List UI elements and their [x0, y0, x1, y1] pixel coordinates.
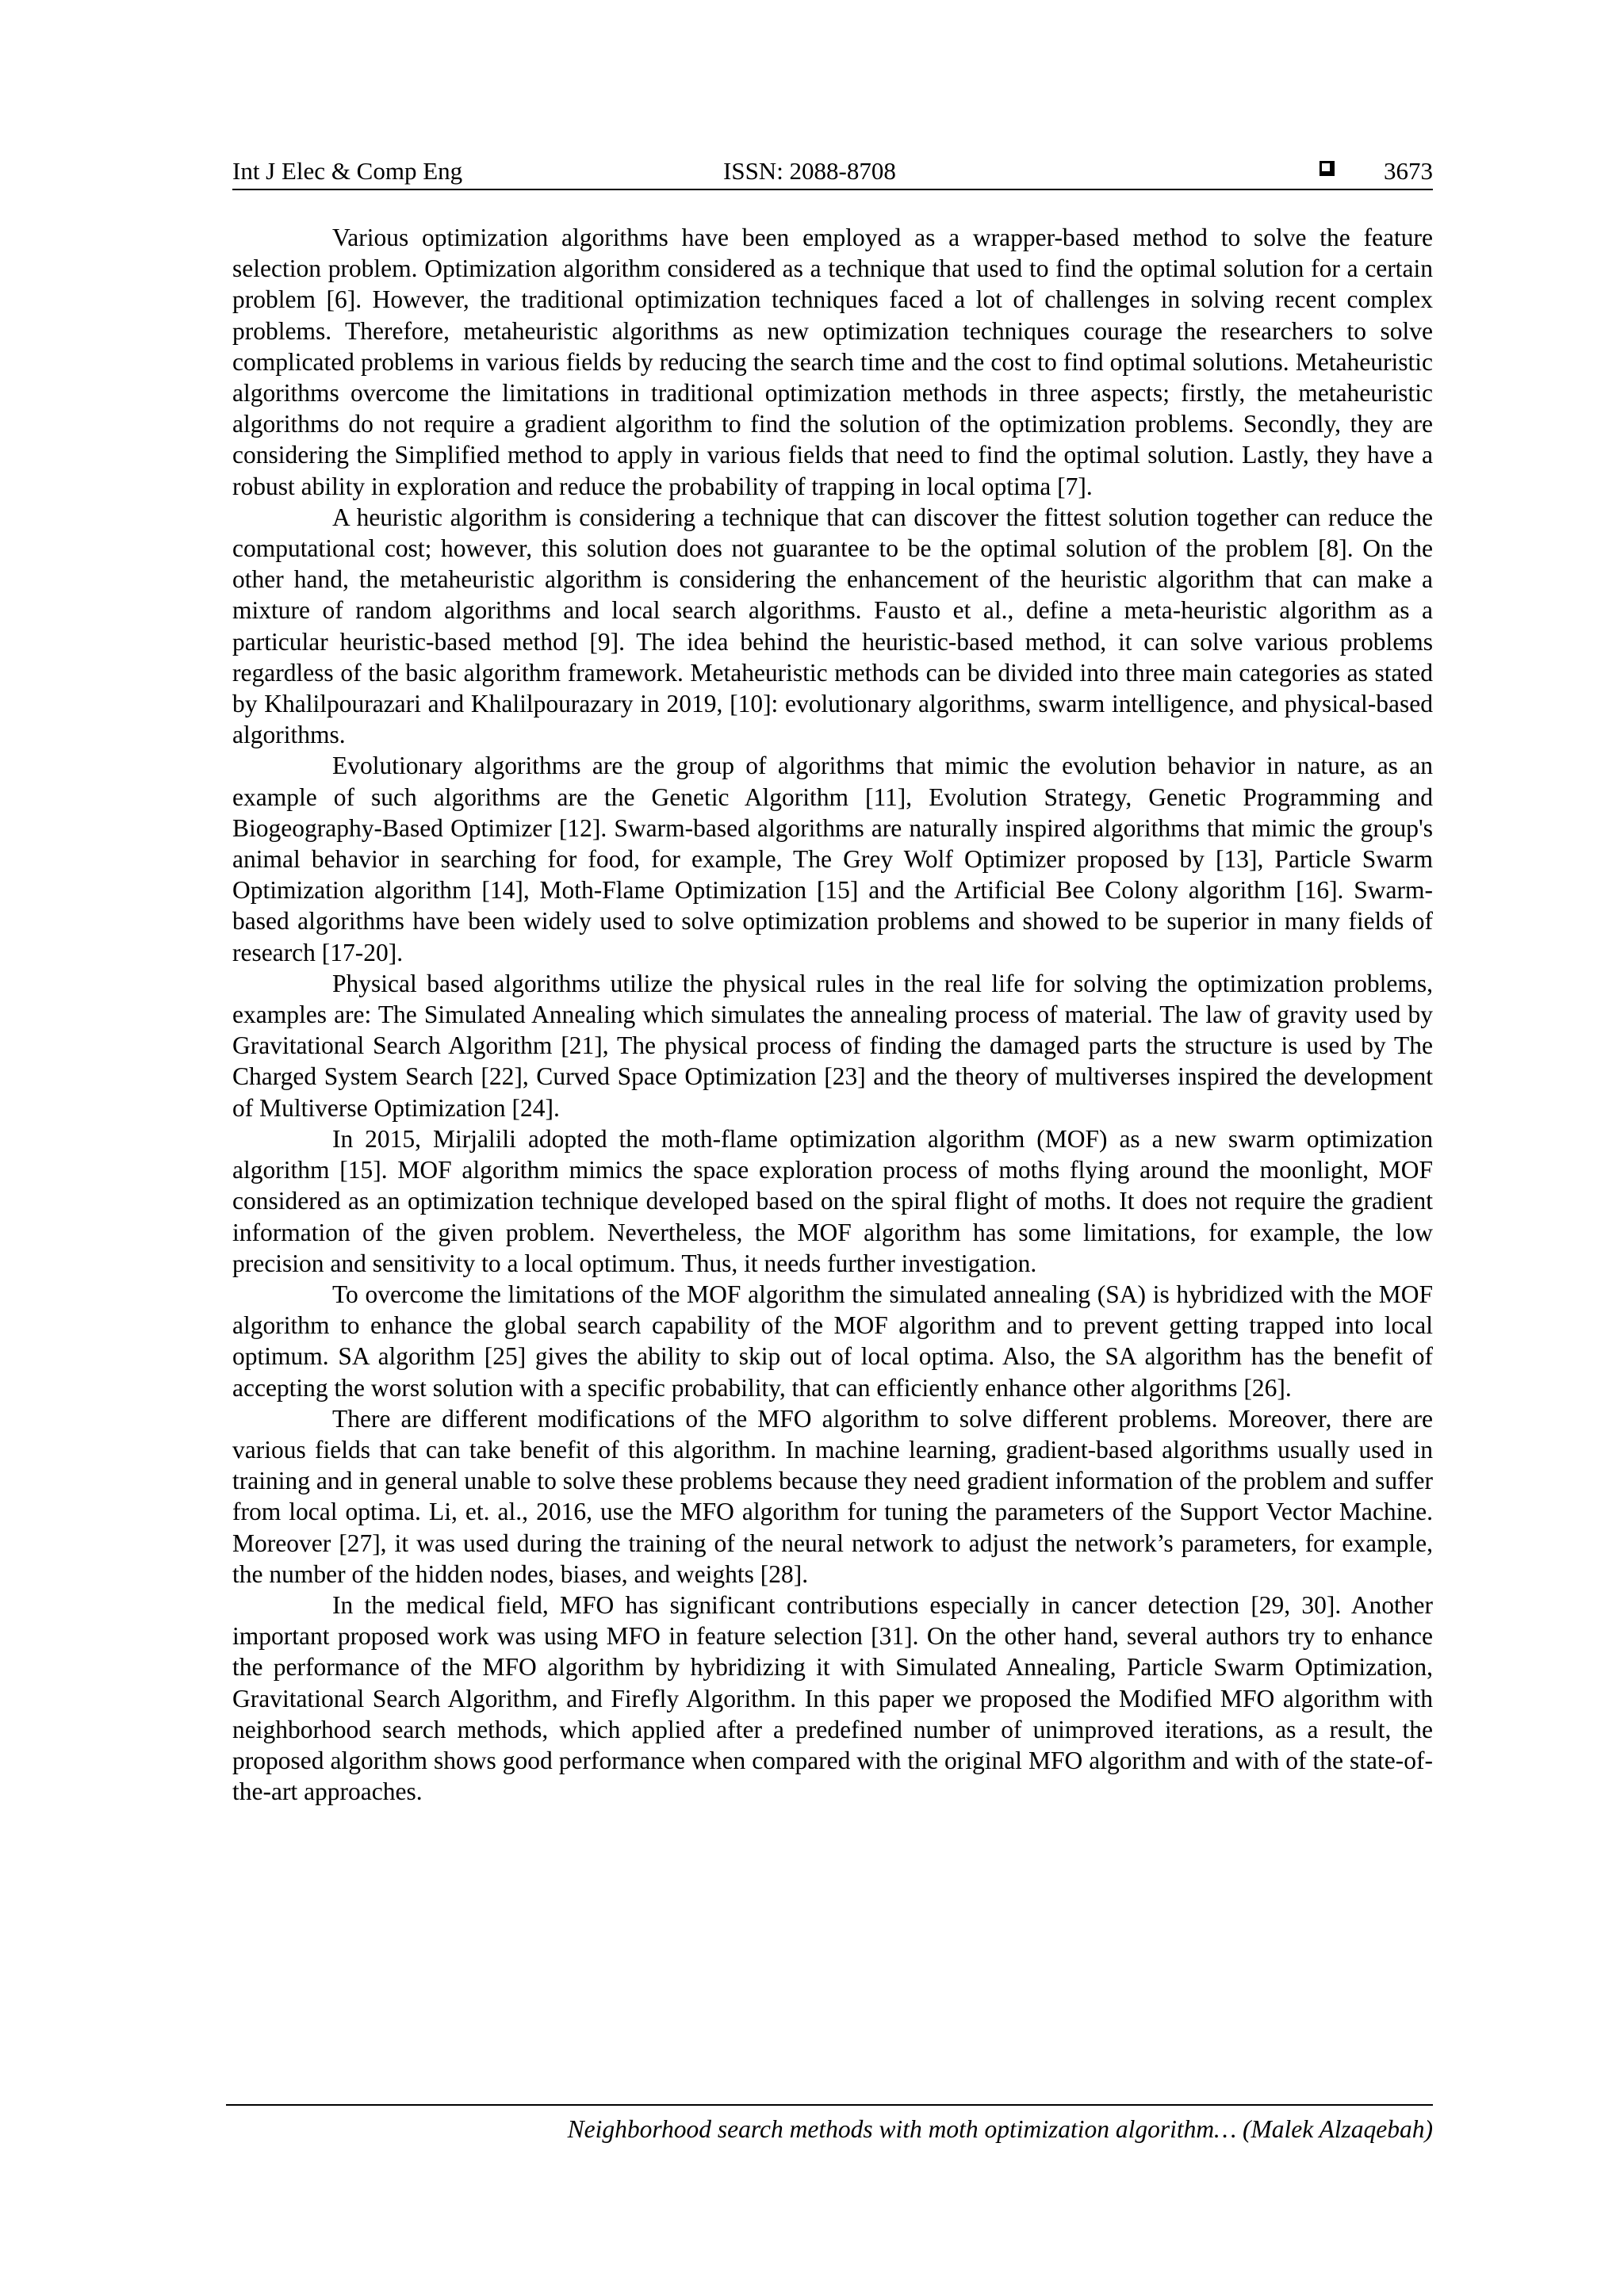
page-header — [232, 154, 1433, 190]
paragraph-7: There are different modifications of the MFO algorithm to solve different problems. Moreover, there are various fields that can take benefit of this algorithm. In machine learning, gradient-based algorithms usually used in training and in general unable to solve these problems because they need gradient information of the problem and suffer from local optima. Li, et. al., 2016, use the MFO algorithm for tuning the parameters of the Support Vector Machine. Moreover [27], it was used during the training of the neural network to adjust the network’s parameters, for example, the number of the hidden nodes, biases, and weights [28]. — [232, 1404, 1433, 1588]
page-footer — [226, 2104, 1433, 2143]
paragraph-1: Various optimization algorithms have been employed as a wrapper-based method to solve the feature selection problem. Optimization algorithm considered as a technique that used to find the optimal solution for a certain problem [6]. However, the traditional optimization techniques faced a lot of challenges in solving recent complex problems. Therefore, metaheuristic algorithms as new optimization techniques courage the researchers to solve complicated problems in various fields by reducing the search time and the cost to find optimal solutions. Metaheuristic algorithms overcome the limitations in traditional optimization methods in three aspects; firstly, the metaheuristic algorithms do not require a gradient algorithm to find the solution of the optimization problems. Secondly, they are considering the Simplified method to apply in various fields that need to find the optimal solution. Lastly, they have a robust ability in exploration and reduce the probability of trapping in local optima [7]. — [232, 224, 1433, 500]
paragraph-3: Evolutionary algorithms are the group of algorithms that mimic the evolution behavior in nature, as an example of such algorithms are the Genetic Algorithm [11], Evolution Strategy, Genetic Programming and Biogeography-Based Optimizer [12]. Swarm-based algorithms are naturally inspired algorithms that mimic the group's animal behavior in searching for food, for example, The Grey Wolf Optimizer proposed by [13], Particle Swarm Optimization algorithm [14], Moth-Flame Optimization [15] and the Artificial Bee Colony algorithm [16]. Swarm-based algorithms have been widely used to solve optimization problems and showed to be superior in many fields of research [17-20]. — [232, 752, 1433, 966]
body-text — [232, 222, 1433, 1807]
issn-number: ISSN: 2088-8708 — [723, 157, 896, 185]
paragraph-5: In 2015, Mirjalili adopted the moth-flame optimization algorithm (MOF) as a new swarm optimization algorithm [15]. MOF algorithm mimics the space exploration process of moths flying around the moonlight, MOF considered as an optimization technique developed based on the spiral flight of moths. It does not require the gradient information of the given problem. Nevertheless, the MOF algorithm has some limitations, for example, the low precision and sensitivity to a local optimum. Thus, it needs further investigation. — [232, 1124, 1433, 1277]
journal-name: Int J Elec & Comp Eng — [232, 157, 463, 185]
paragraph-8: In the medical field, MFO has significant contributions especially in cancer detection [29, 30]. Another important proposed work was using MFO in feature selection [31]. On the other hand, several authors try to enhance the performance of the MFO algorithm by hybridizing it with Simulated Annealing, Particle Swarm Optimization, Gravitational Search Algorithm, and Firefly Algorithm. In this paper we proposed the Modified MFO algorithm with neighborhood search methods, which applied after a predefined number of unimproved iterations, as a result, the proposed algorithm shows good performance when compared with the original MFO algorithm and with of the state-of-the-art approaches. — [232, 1590, 1433, 1806]
running-title: Neighborhood search methods with moth optimization algorithm… (Malek Alzaqebah) — [567, 2115, 1433, 2143]
paragraph-6: To overcome the limitations of the MOF algorithm the simulated annealing (SA) is hybridized with the MOF algorithm to enhance the global search capability of the MOF algorithm and to prevent getting trapped into local optimum. SA algorithm [25] gives the ability to skip out of local optima. Also, the SA algorithm has the benefit of accepting the worst solution with a specific probability, that can efficiently enhance other algorithms [26]. — [232, 1280, 1433, 1402]
page-number: 3673 — [1384, 157, 1433, 185]
paragraph-2: A heuristic algorithm is considering a technique that can discover the fittest solution together can reduce the computational cost; however, this solution does not guarantee to be the optimal solution of the problem [8]. On the other hand, the metaheuristic algorithm is considering the enhancement of the heuristic algorithm that can make a mixture of random algorithms and local search algorithms. Fausto et al., define a meta-heuristic algorithm as a particular heuristic-based method [9]. The idea behind the heuristic-based method, it can solve various problems regardless of the basic algorithm framework. Metaheuristic methods can be divided into three main categories as stated by Khalilpourazari and Khalilpourazary in 2019, [10]: evolutionary algorithms, swarm intelligence, and physical-based algorithms. — [232, 503, 1433, 749]
paragraph-4: Physical based algorithms utilize the physical rules in the real life for solving the optimization problems, examples are: The Simulated Annealing which simulates the annealing process of material. The law of gravity used by Gravitational Search Algorithm [21], The physical process of finding the damaged parts the structure is used by The Charged System Search [22], Curved Space Optimization [23] and the theory of multiverses inspired the development of Multiverse Optimization [24]. — [232, 969, 1433, 1122]
square-box-icon — [1320, 161, 1335, 176]
